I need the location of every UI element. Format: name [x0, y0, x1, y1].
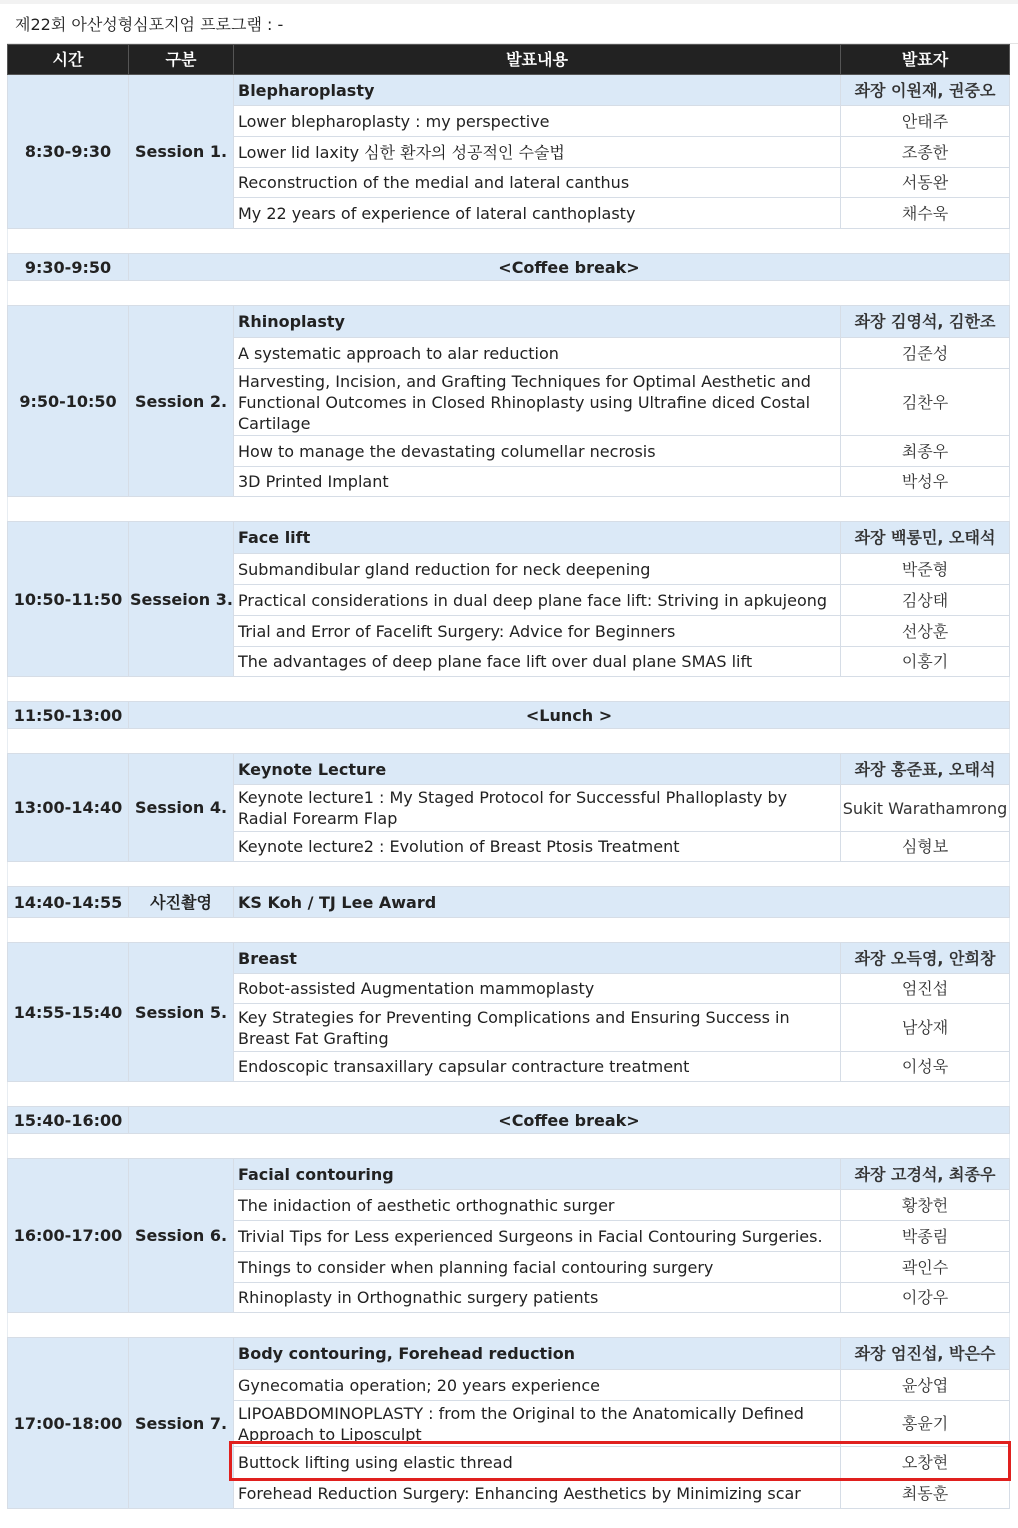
- session-4-topic: Keynote Lecture: [234, 754, 841, 785]
- talk-title: Robot-assisted Augmentation mammoplasty: [234, 974, 841, 1004]
- session-6-time: 16:00-17:00: [8, 1159, 129, 1313]
- talk-title: Lower lid laxity 심한 환자의 성공적인 수술법: [234, 137, 841, 168]
- talk-speaker: 홍윤기: [841, 1401, 1010, 1447]
- talk-speaker: 오창현: [841, 1447, 1010, 1479]
- talk-speaker: 안태주: [841, 106, 1010, 137]
- talk-title: Key Strategies for Preventing Complications and Ensuring Success in Breast Fat Grafting: [234, 1004, 841, 1052]
- talk-title: A systematic approach to alar reduction: [234, 338, 841, 369]
- session-4-time: 13:00-14:40: [8, 754, 129, 862]
- talk-speaker: 곽인수: [841, 1252, 1010, 1283]
- talk-title: 3D Printed Implant: [234, 467, 841, 497]
- talk-speaker: 박성우: [841, 467, 1010, 497]
- break-label: <Coffee break>: [129, 254, 1010, 281]
- program-caption: 제22회 아산성형심포지엄 프로그램 : -: [7, 4, 1018, 44]
- talk-speaker: 채수욱: [841, 198, 1010, 229]
- talk-speaker: 김준성: [841, 338, 1010, 369]
- talk-title: How to manage the devastating columellar necrosis: [234, 436, 841, 467]
- session-7-topic-row: [8, 1338, 1010, 1370]
- session-2-topic-row: [8, 306, 1010, 338]
- session-3-topic: Face lift: [234, 522, 841, 554]
- talk-title: Buttock lifting using elastic thread: [234, 1447, 841, 1479]
- talk-speaker: 박종림: [841, 1221, 1010, 1252]
- spacer-row: [8, 862, 1010, 887]
- break-row: [8, 702, 1010, 729]
- talk-speaker: 이성욱: [841, 1052, 1010, 1082]
- spacer-row: [8, 1313, 1010, 1338]
- session-3-topic-row: [8, 522, 1010, 554]
- talk-title: Trial and Error of Facelift Surgery: Advice for Beginners: [234, 616, 841, 647]
- talk-speaker: 박준형: [841, 554, 1010, 585]
- talk-speaker: 남상재: [841, 1004, 1010, 1052]
- talk-speaker: 최동훈: [841, 1479, 1010, 1509]
- session-5-chairs: 좌장 오득영, 안희창: [841, 943, 1010, 974]
- talk-title: The advantages of deep plane face lift over dual plane SMAS lift: [234, 647, 841, 677]
- talk-title: Practical considerations in dual deep plane face lift: Striving in apkujeong: [234, 585, 841, 616]
- session-1-topic-row: [8, 75, 1010, 106]
- talk-speaker: 엄진섭: [841, 974, 1010, 1004]
- program-table: [7, 44, 1010, 1509]
- talk-title: Rhinoplasty in Orthognathic surgery patients: [234, 1283, 841, 1313]
- talk-title: Endoscopic transaxillary capsular contracture treatment: [234, 1052, 841, 1082]
- talk-speaker: 심형보: [841, 832, 1010, 862]
- talk-speaker: 서동완: [841, 168, 1010, 198]
- talk-speaker: 최종우: [841, 436, 1010, 467]
- session-1-label: Session 1.: [129, 75, 234, 229]
- break-label: <Lunch >: [129, 702, 1010, 729]
- talk-title: Reconstruction of the medial and lateral canthus: [234, 168, 841, 198]
- break-label: <Coffee break>: [129, 1107, 1010, 1134]
- spacer-row: [8, 729, 1010, 754]
- session-7-time: 17:00-18:00: [8, 1338, 129, 1509]
- col-header-time: 시간: [8, 45, 129, 75]
- talk-title: Keynote lecture1 : My Staged Protocol for Successful Phalloplasty by Radial Forearm Flap: [234, 785, 841, 832]
- session-1-topic: Blepharoplasty: [234, 75, 841, 106]
- session-4-label: Session 4.: [129, 754, 234, 862]
- session-4-chairs: 좌장 홍준표, 오태석: [841, 754, 1010, 785]
- break-time: 15:40-16:00: [8, 1107, 129, 1134]
- spacer-row: [8, 1082, 1010, 1107]
- session-5-label: Session 5.: [129, 943, 234, 1082]
- talk-title: The inidaction of aesthetic orthognathic surger: [234, 1190, 841, 1221]
- spacer-row: [8, 229, 1010, 254]
- award-title: KS Koh / TJ Lee Award: [234, 887, 1010, 918]
- talk-title: Submandibular gland reduction for neck deepening: [234, 554, 841, 585]
- talk-title: Lower blepharoplasty : my perspective: [234, 106, 841, 137]
- break-row: [8, 1107, 1010, 1134]
- session-1-chairs: 좌장 이원재, 권중오: [841, 75, 1010, 106]
- talk-speaker: 이강우: [841, 1283, 1010, 1313]
- col-header-content: 발표내용: [234, 45, 841, 75]
- session-1-time: 8:30-9:30: [8, 75, 129, 229]
- session-6-topic-row: [8, 1159, 1010, 1190]
- talk-speaker: 선상훈: [841, 616, 1010, 647]
- talk-title: LIPOABDOMINOPLASTY : from the Original to the Anatomically Defined Approach to Liposculpt: [234, 1401, 841, 1447]
- talk-speaker: 황창헌: [841, 1190, 1010, 1221]
- session-2-topic: Rhinoplasty: [234, 306, 841, 338]
- talk-title: Trivial Tips for Less experienced Surgeons in Facial Contouring Surgeries.: [234, 1221, 841, 1252]
- session-7-topic: Body contouring, Forehead reduction: [234, 1338, 841, 1370]
- session-3-label: Sesseion 3.: [129, 522, 234, 677]
- session-6-topic: Facial contouring: [234, 1159, 841, 1190]
- award-time: 14:40-14:55: [8, 887, 129, 918]
- session-5-topic: Breast: [234, 943, 841, 974]
- session-5-topic-row: [8, 943, 1010, 974]
- session-4-topic-row: [8, 754, 1010, 785]
- award-row: [8, 887, 1010, 918]
- talk-speaker: Sukit Warathamrong: [841, 785, 1010, 832]
- session-6-chairs: 좌장 고경석, 최종우: [841, 1159, 1010, 1190]
- talk-title: Gynecomatia operation; 20 years experience: [234, 1370, 841, 1401]
- talk-speaker: 윤상엽: [841, 1370, 1010, 1401]
- talk-title: Forehead Reduction Surgery: Enhancing Aesthetics by Minimizing scar: [234, 1479, 841, 1509]
- session-6-label: Session 6.: [129, 1159, 234, 1313]
- spacer-row: [8, 677, 1010, 702]
- talk-title: My 22 years of experience of lateral canthoplasty: [234, 198, 841, 229]
- break-time: 9:30-9:50: [8, 254, 129, 281]
- talk-speaker: 김상태: [841, 585, 1010, 616]
- talk-speaker: 이홍기: [841, 647, 1010, 677]
- award-label: 사진촬영: [129, 887, 234, 918]
- session-5-time: 14:55-15:40: [8, 943, 129, 1082]
- break-row: [8, 254, 1010, 281]
- session-7-chairs: 좌장 엄진섭, 박은수: [841, 1338, 1010, 1370]
- col-header-type: 구분: [129, 45, 234, 75]
- session-2-chairs: 좌장 김영석, 김한조: [841, 306, 1010, 338]
- session-3-chairs: 좌장 백롱민, 오태석: [841, 522, 1010, 554]
- spacer-row: [8, 497, 1010, 522]
- break-time: 11:50-13:00: [8, 702, 129, 729]
- session-3-time: 10:50-11:50: [8, 522, 129, 677]
- spacer-row: [8, 1134, 1010, 1159]
- session-2-time: 9:50-10:50: [8, 306, 129, 497]
- spacer-row: [8, 918, 1010, 943]
- talk-title: Keynote lecture2 : Evolution of Breast Ptosis Treatment: [234, 832, 841, 862]
- col-header-presenter: 발표자: [841, 45, 1010, 75]
- talk-title: Harvesting, Incision, and Grafting Techniques for Optimal Aesthetic and Functional Outcomes in Closed Rhinoplasty using Ultrafine diced Costal Cartilage: [234, 369, 841, 436]
- spacer-row: [8, 281, 1010, 306]
- talk-title: Things to consider when planning facial contouring surgery: [234, 1252, 841, 1283]
- session-7-label: Session 7.: [129, 1338, 234, 1509]
- talk-speaker: 조종한: [841, 137, 1010, 168]
- talk-speaker: 김찬우: [841, 369, 1010, 436]
- session-2-label: Session 2.: [129, 306, 234, 497]
- table-header-row: [8, 45, 1010, 75]
